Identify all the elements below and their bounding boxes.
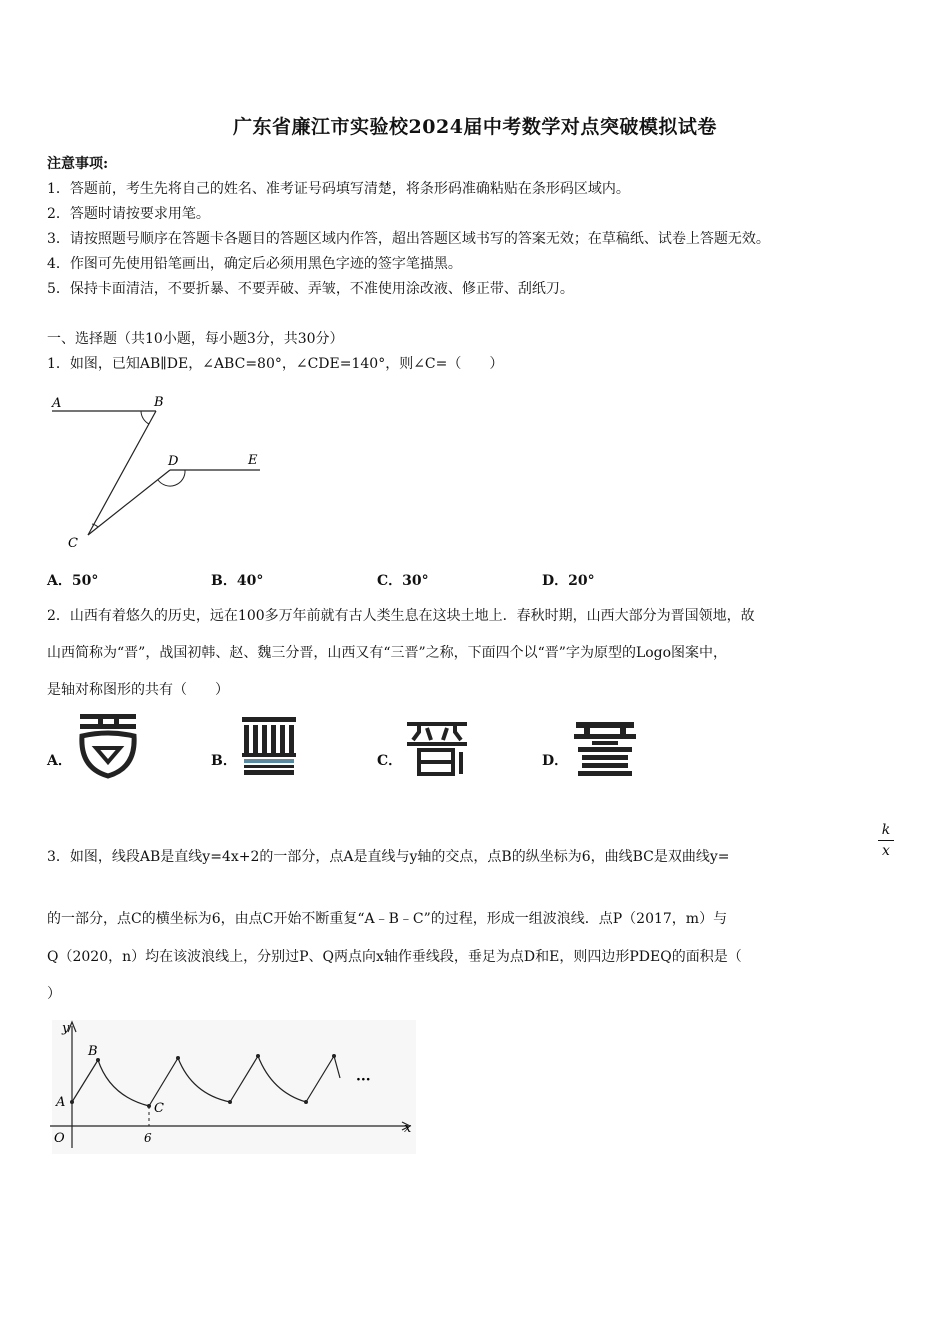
q1-figure [48,390,268,555]
q2-option-a[interactable]: A． [47,753,72,769]
q3-figure [44,1018,419,1158]
q3-fraction [878,822,894,859]
q2-logo-a-image [76,712,140,780]
q1-label-e: E [248,453,258,468]
q1-stem: 1．如图，已知AB∥DE，∠ABC=80°，∠CDE=140°，则∠C=（ ） [47,356,504,372]
q1-label-b: B [154,395,164,410]
q1-label-a: A [52,396,62,411]
notice-item: 4．作图可先使用铅笔画出，确定后必须用黑色字迹的签字笔描黑。 [47,256,462,272]
q3-fraction-denominator: x [882,843,890,859]
notice-heading: 注意事项: [47,156,109,172]
notice-item: 5．保持卡面清洁，不要折暴、不要弄破、弄皱，不准使用涂改液、修正带、刮纸刀。 [47,281,574,297]
q3-label-x: x [404,1121,412,1136]
q3-line4: ） [47,986,61,1002]
q2-option-d[interactable]: D． [542,753,569,769]
notice-item: 1．答题前，考生先将自己的姓名、准考证号码填写清楚，将条形码准确粘贴在条形码区域内。 [47,181,630,197]
q1-option-d[interactable]: D．20° [542,573,595,589]
q3-label-dots: ··· [356,1072,371,1088]
q3-fraction-numerator: k [881,822,891,838]
q2-logo-d-image [572,720,638,778]
q1-option-c[interactable]: C．30° [377,573,429,589]
q2-line1: 2．山西有着悠久的历史，远在100多万年前就有古人类生息在这块土地上．春秋时期，山西大部分为晋国领地，故 [47,608,755,624]
q3-label-o: O [54,1131,65,1146]
q3-label-b: B [88,1044,98,1059]
q1-option-b[interactable]: B．40° [211,573,264,589]
q3-line1: 3．如图，线段AB是直线y=4x+2的一部分，点A是直线与y轴的交点，点B的纵坐标为6，曲线BC是双曲线y= [47,849,730,865]
q3-line2: 的一部分，点C的横坐标为6，由点C开始不断重复“A﹣B﹣C”的过程，形成一组波浪线．点P（2017，m）与 [47,911,728,927]
q3-label-six: 6 [144,1131,152,1145]
q3-label-y: y [62,1021,70,1036]
q2-line3: 是轴对称图形的共有（ ） [47,682,229,698]
page-title: 广东省廉江市实验校2024届中考数学对点突破模拟试卷 [233,116,717,138]
section-heading: 一、选择题（共10小题，每小题3分，共30分） [47,331,344,347]
q2-logo-c-image [405,718,469,778]
q1-label-c: C [68,536,78,551]
q3-label-c: C [154,1101,164,1116]
q1-option-a[interactable]: A．50° [47,573,99,589]
q3-line3: Q（2020，n）均在该波浪线上，分别过P、Q两点向x轴作垂线段，垂足为点D和E，则四边形PDEQ的面积是（ [47,949,742,965]
q1-label-d: D [168,454,179,469]
q2-option-c[interactable]: C． [377,753,403,769]
notice-item: 2．答题时请按要求用笔。 [47,206,210,222]
q2-option-b[interactable]: B． [211,753,237,769]
notice-item: 3．请按照题号顺序在答题卡各题目的答题区域内作答，超出答题区域书写的答案无效；在草稿纸、试卷上答题无效。 [47,231,770,247]
q2-line2: 山西简称为“晋”，战国初韩、赵、魏三分晋，山西又有“三晋”之称，下面四个以“晋”字为原型的Logo图案中， [47,645,728,661]
q2-logo-b-image [240,715,298,777]
q3-label-a: A [56,1095,66,1110]
